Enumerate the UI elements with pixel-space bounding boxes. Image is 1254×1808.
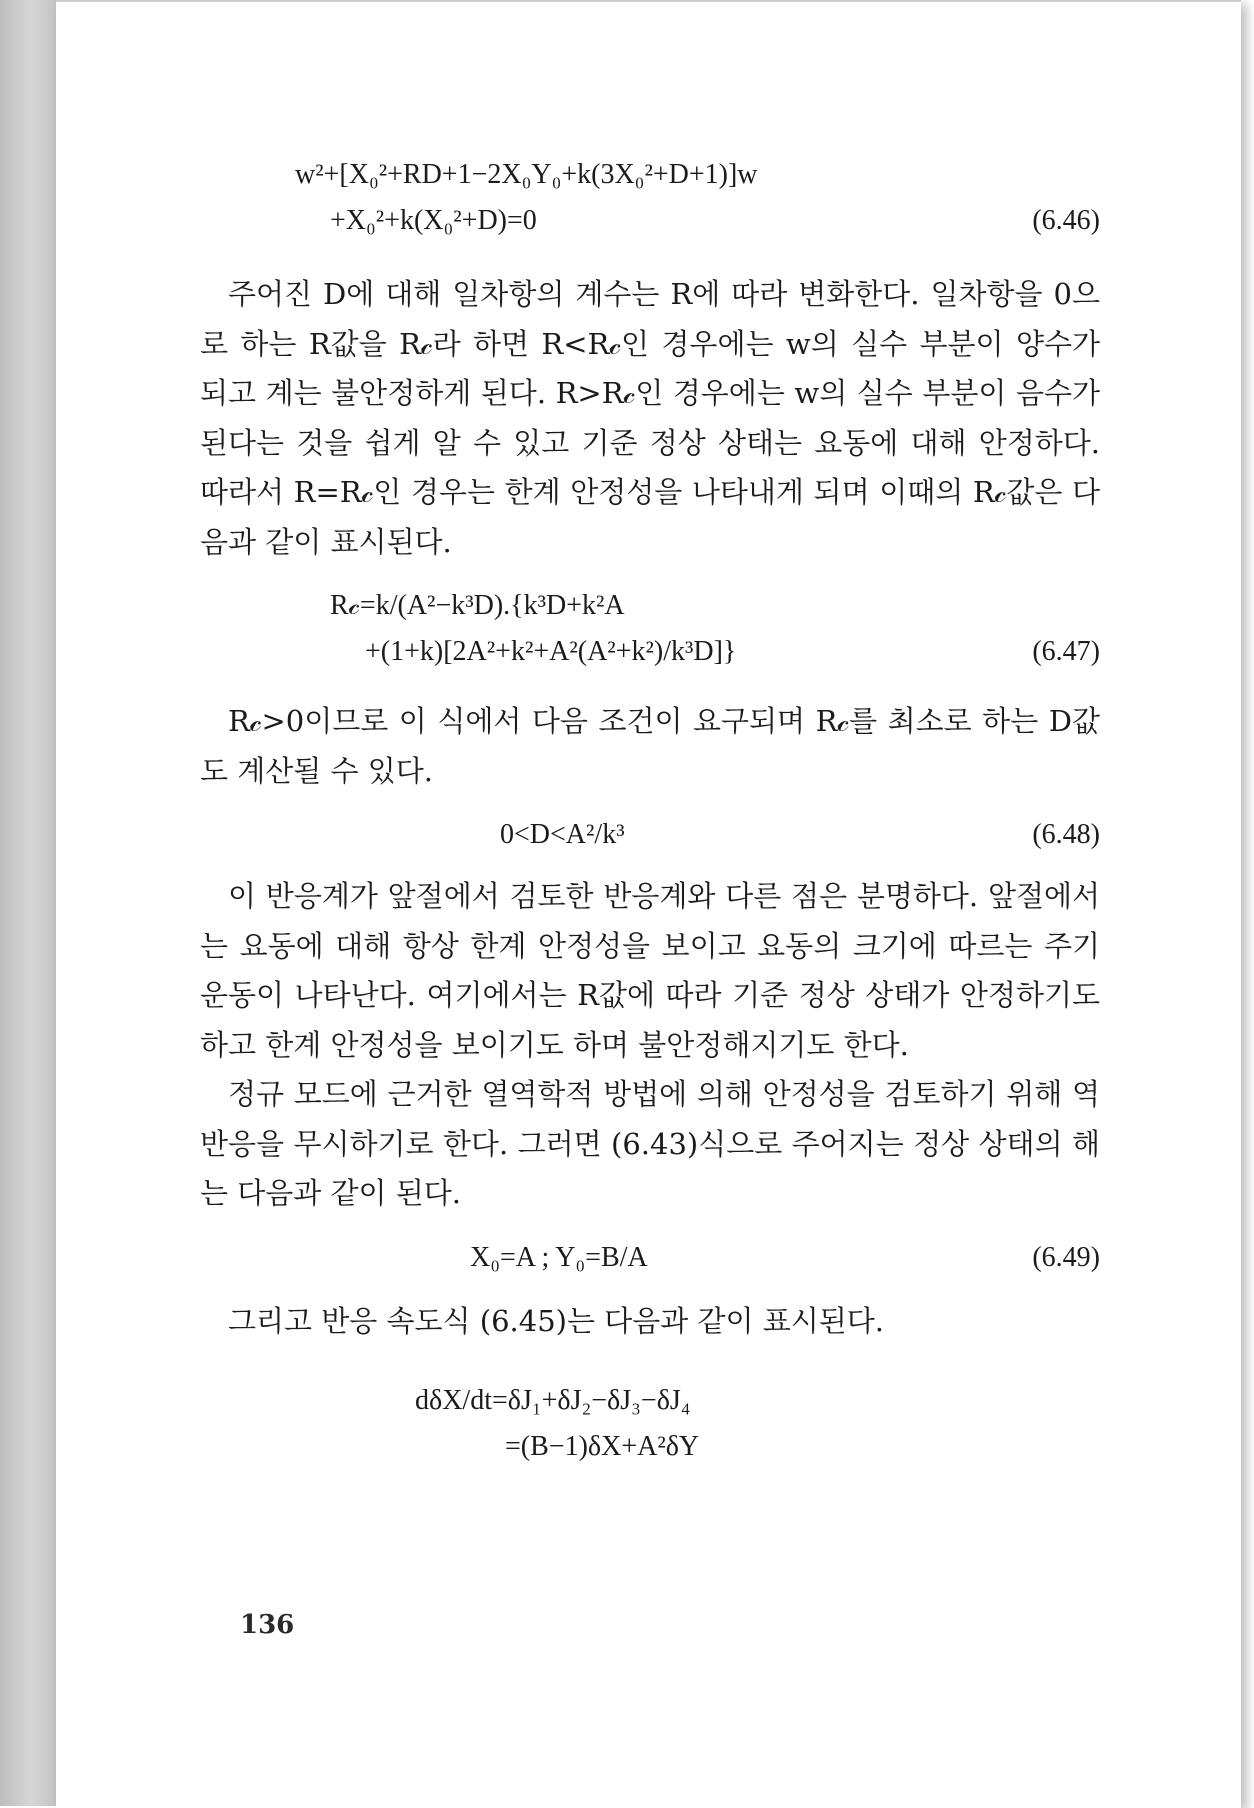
equation-line: +X₀²+k(X₀²+D)=0: [330, 205, 537, 236]
page-content: [200, 150, 1100, 1480]
equation-6-47: [200, 581, 1100, 685]
equation-6-50: [200, 1376, 1100, 1480]
equation-line: w²+[X₀²+RD+1−2X₀Y₀+k(3X₀²+D+1)]w: [295, 159, 758, 190]
equation-line: 0<D<A²/k³: [500, 819, 625, 850]
book-spine: [0, 0, 58, 1806]
paragraph: R𝒸>0이므로 이 식에서 다음 조건이 요구되며 R𝒸를 최소로 하는 D값도 계산될 수 있다.: [200, 704, 1100, 788]
paragraph: 그리고 반응 속도식 (6.45)는 다음과 같이 표시된다.: [228, 1303, 884, 1338]
equation-line: X₀=A ; Y₀=B/A: [470, 1241, 648, 1273]
equation-6-46: [200, 150, 1100, 254]
equation-line: +(1+k)[2A²+k²+A²(A²+k²)/k³D]}: [365, 636, 737, 667]
page-number: 136: [240, 1610, 295, 1640]
equation-line: R𝒸=k/(A²−k³D).{k³D+k²A: [330, 590, 625, 621]
paragraph: 정규 모드에 근거한 열역학적 방법에 의해 안정성을 검토하기 위해 역반응을 무시하기로 한다. 그러면 (6.43)식으로 주어지는 정상 상태의 해는 다음과 같이 된다.: [200, 1077, 1100, 1210]
paragraph: 이 반응계가 앞절에서 검토한 반응계와 다른 점은 분명하다. 앞절에서는 요동에 대해 항상 한계 안정성을 보이고 요동의 크기에 따르는 주기 운동이 나타난다. 여기에서는 R값에 따라 기준 정상 상태가 안정하기도 하고 한계 안정성을 보이기도 하며 불안정해지기도 한다.: [200, 879, 1100, 1062]
equation-line: dδX/dt=δJ₁+δJ₂−δJ₃−δJ₄: [415, 1385, 691, 1416]
equation-tag: (6.47): [1032, 636, 1100, 667]
equation-tag: (6.48): [1032, 819, 1100, 850]
equation-6-48: [200, 810, 1100, 862]
equation-6-49: [200, 1233, 1100, 1285]
equation-line: =(B−1)δX+A²δY: [505, 1431, 700, 1462]
equation-tag: (6.49): [1032, 1241, 1100, 1273]
equation-tag: (6.46): [1032, 205, 1100, 236]
paragraph: 주어진 D에 대해 일차항의 계수는 R에 따라 변화한다. 일차항을 0으로 하는 R값을 R𝒸라 하면 R<R𝒸인 경우에는 w의 실수 부분이 양수가 되고 계는 불안정하게 된다. R>R𝒸인 경우에는 w의 실수 부분이 음수가 된다는 것을 쉽게 알 수 있고 기준 정상 상태는 요동에 대해 안정하다. 따라서 R=R𝒸인 경우는 한계 안정성을 나타내게 되며 이때의 R𝒸값은 다음과 같이 표시된다.: [200, 277, 1100, 559]
